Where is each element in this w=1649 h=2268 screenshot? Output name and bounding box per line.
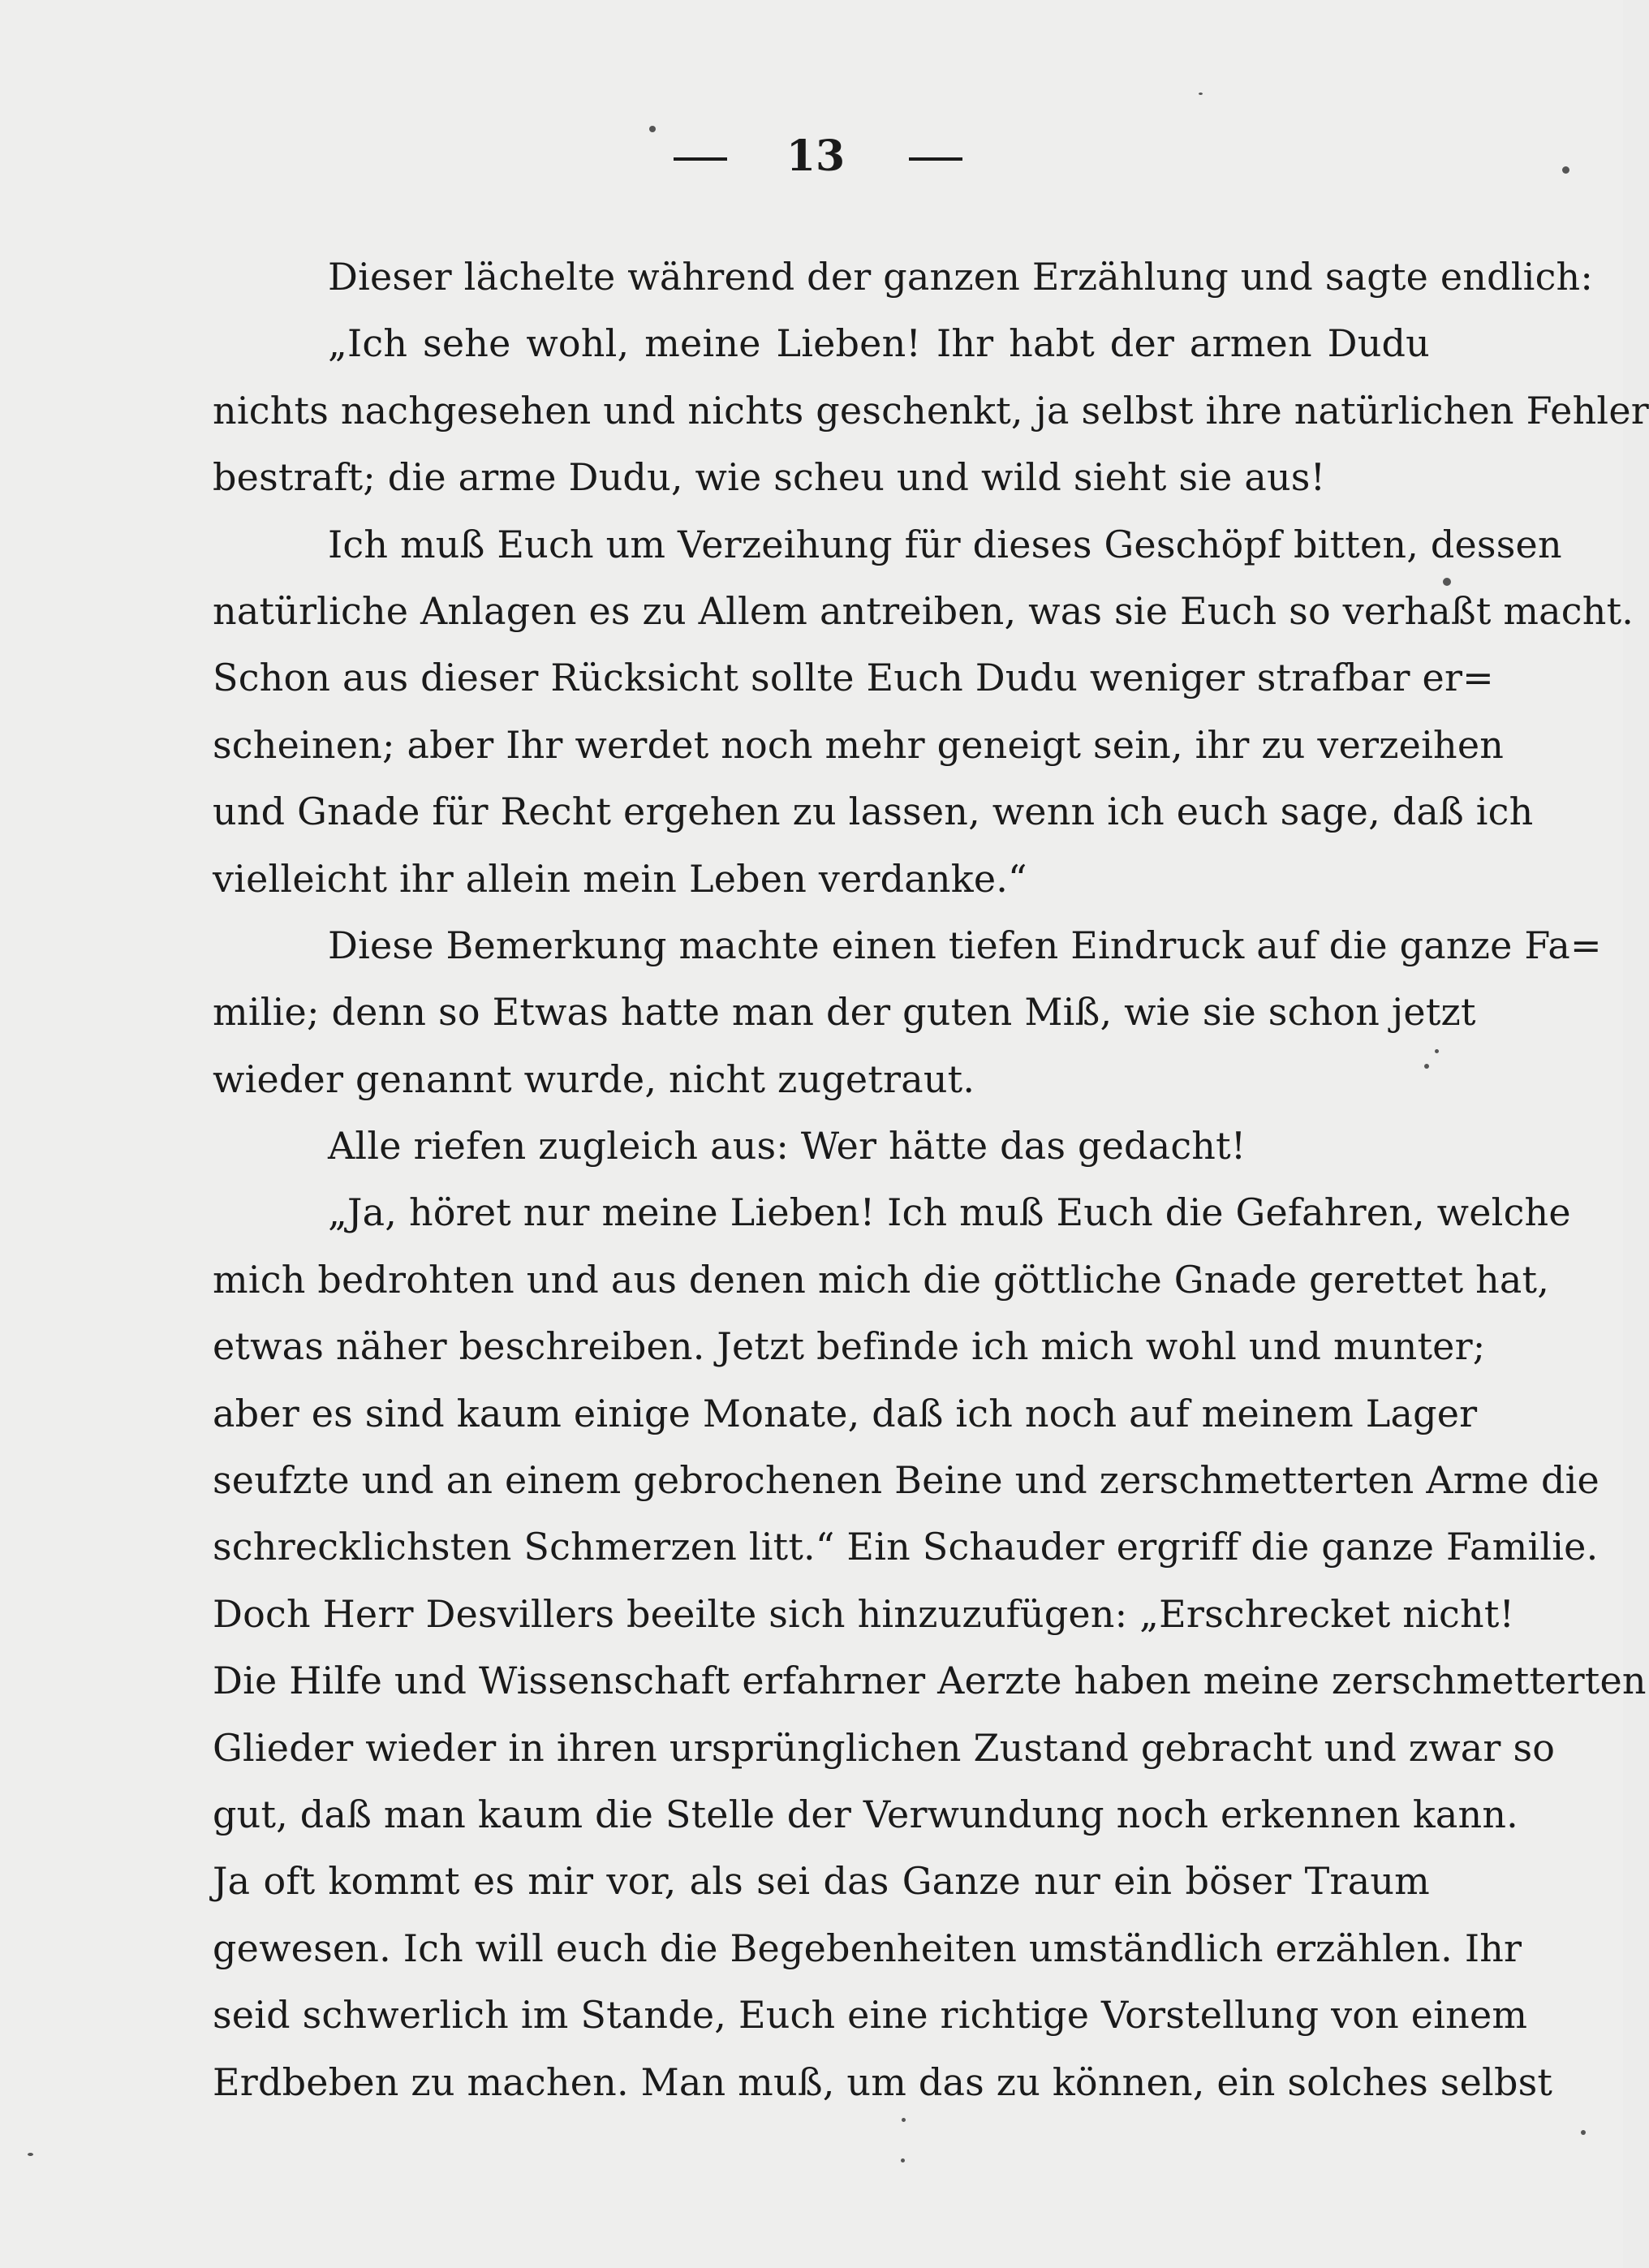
scan-speck <box>1562 166 1569 174</box>
text-line: seid schwerlich im Stande, Euch eine richtige Vorstellung von einem <box>213 1993 1528 2038</box>
page-number: 13 <box>786 131 846 181</box>
text-line: scheinen; aber Ihr werdet noch mehr geneigt sein, ihr zu verzeihen <box>213 722 1505 767</box>
text-line: „Ich sehe wohl, meine Lieben! Ihr habt der armen Dudu <box>328 321 1430 366</box>
text-line: milie; denn so Etwas hatte man der guten Miß, wie sie schon jetzt <box>213 990 1476 1035</box>
text-line: Erdbeben zu machen. Man muß, um das zu können, ein solches selbst <box>213 2059 1553 2104</box>
scan-speck <box>901 2158 905 2163</box>
text-line: natürliche Anlagen es zu Allem antreiben, was sie Euch so verhaßt macht. <box>213 588 1634 633</box>
text-line: aber es sind kaum einige Monate, daß ich noch auf meinem Lager <box>213 1391 1478 1435</box>
text-line: vielleicht ihr allein mein Leben verdanke.“ <box>213 856 1027 901</box>
body-text <box>213 243 1649 2115</box>
scan-speck <box>1424 1064 1429 1069</box>
text-line: gewesen. Ich will euch die Begebenheiten umständlich erzählen. Ihr <box>213 1926 1522 1970</box>
scan-speck <box>1435 1049 1439 1053</box>
text-line: und Gnade für Recht ergehen zu lassen, wenn ich euch sage, daß ich <box>213 790 1534 834</box>
text-line: Diese Bemerkung machte einen tiefen Eindruck auf die ganze Fa= <box>328 923 1602 967</box>
text-line: gut, daß man kaum die Stelle der Verwundung noch erkennen kann. <box>213 1792 1518 1836</box>
scan-speck <box>902 2118 906 2122</box>
text-line: mich bedrohten und aus denen mich die göttliche Gnade gerettet hat, <box>213 1257 1550 1302</box>
text-line: Schon aus dieser Rücksicht sollte Euch Dudu weniger strafbar er= <box>213 656 1494 700</box>
scan-speck <box>1581 2130 1586 2135</box>
page-header <box>0 122 1623 187</box>
text-line: Ja oft kommt es mir vor, als sei das Ganze nur ein böser Traum <box>213 1859 1430 1904</box>
text-line: Doch Herr Desvillers beeilte sich hinzuzufügen: „Erschrecket nicht! <box>213 1591 1515 1636</box>
text-line: Glieder wieder in ihren ursprünglichen Zustand gebracht und zwar so <box>213 1725 1556 1770</box>
header-dash-left <box>674 157 727 161</box>
text-line: wieder genannt wurde, nicht zugetraut. <box>213 1057 975 1101</box>
header-dash-right <box>909 157 962 161</box>
text-line: „Ja, höret nur meine Lieben! Ich muß Euch die Gefahren, welche <box>328 1190 1571 1235</box>
scan-speck <box>1199 93 1203 95</box>
scan-speck <box>649 126 656 132</box>
text-line: Alle riefen zugleich aus: Wer hätte das gedacht! <box>328 1124 1246 1168</box>
text-line: Ich muß Euch um Verzeihung für dieses Geschöpf bitten, dessen <box>328 522 1562 566</box>
text-line: etwas näher beschreiben. Jetzt befinde ich mich wohl und munter; <box>213 1324 1486 1369</box>
text-line: Dieser lächelte während der ganzen Erzählung und sagte endlich: <box>328 255 1594 299</box>
scan-speck <box>28 2153 33 2156</box>
text-line: nichts nachgesehen und nichts geschenkt, ja selbst ihre natürlichen Fehler <box>213 388 1649 433</box>
text-line: seufzte und an einem gebrochenen Beine und zerschmetterten Arme die <box>213 1458 1599 1503</box>
scan-speck <box>1443 578 1451 586</box>
text-line: schrecklichsten Schmerzen litt.“ Ein Schauder ergriff die ganze Familie. <box>213 1525 1599 1569</box>
text-line: bestraft; die arme Dudu, wie scheu und wild sieht sie aus! <box>213 455 1326 500</box>
text-line: Die Hilfe und Wissenschaft erfahrner Aerzte haben meine zerschmetterten <box>213 1659 1647 1703</box>
